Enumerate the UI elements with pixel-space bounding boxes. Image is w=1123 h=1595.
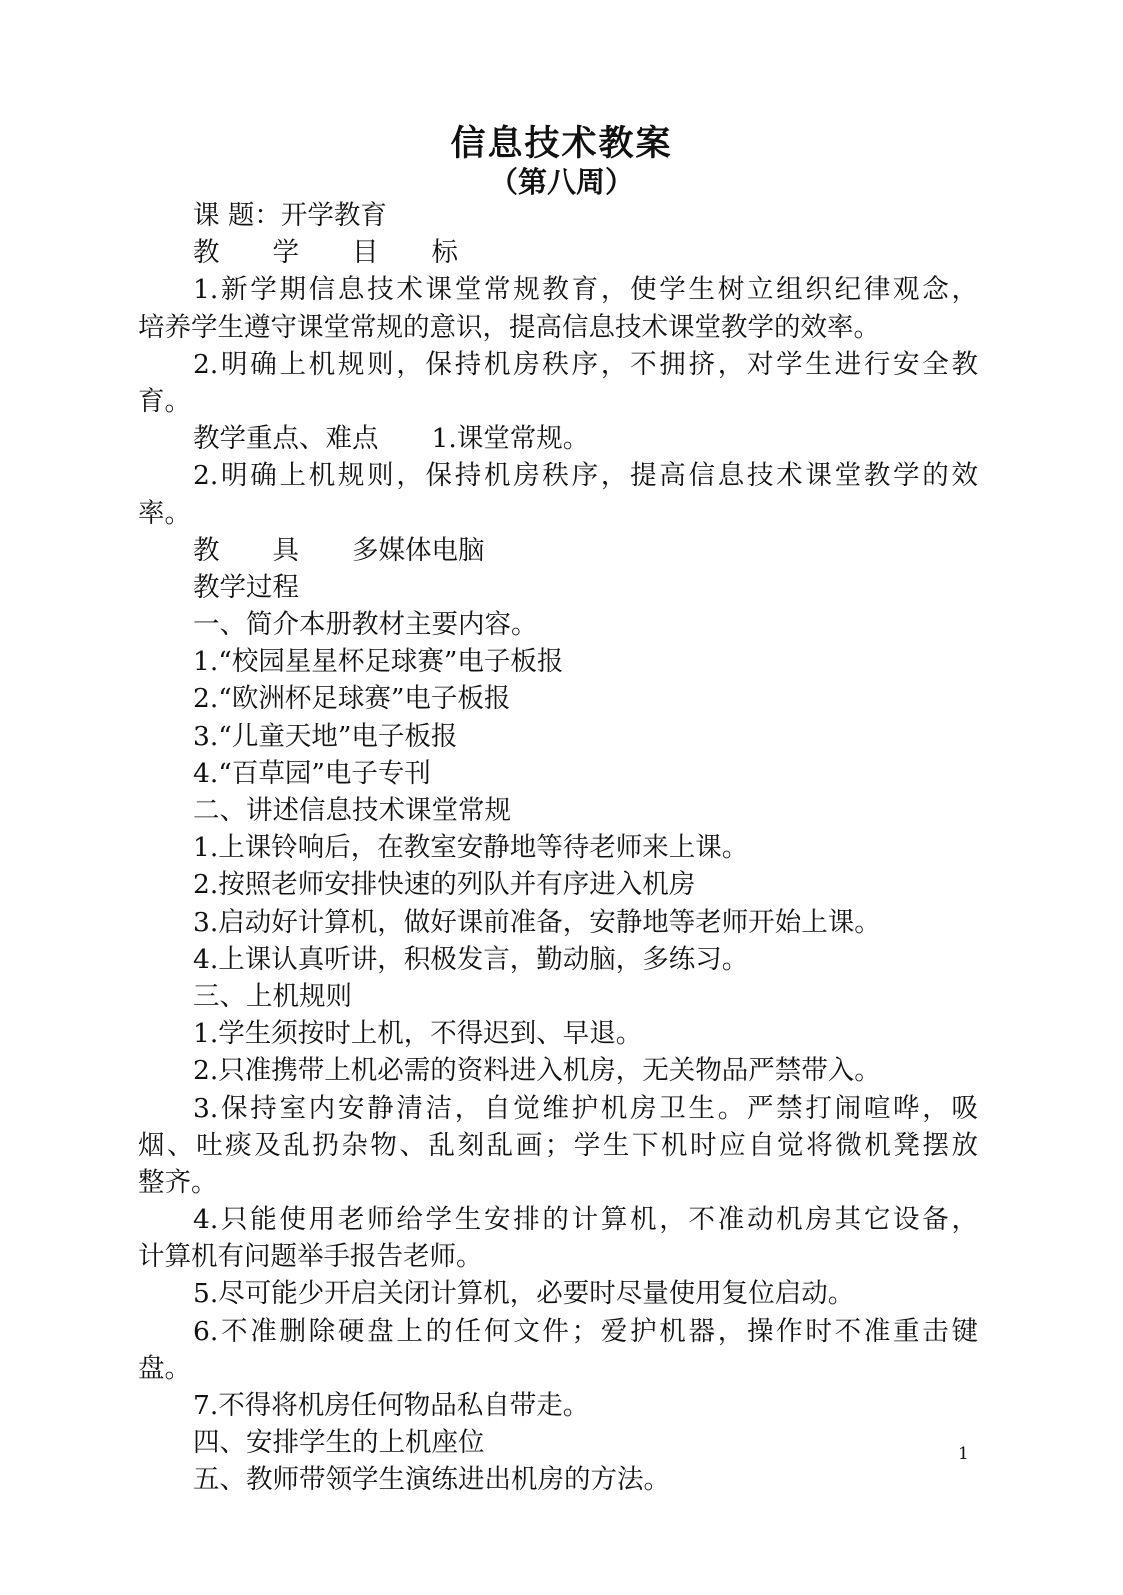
body-line: 7.不得将机房任何物品私自带走。 <box>193 1390 590 1421</box>
body-line: 3.启动好计算机，做好课前准备，安静地等老师开始上课。 <box>193 906 881 938</box>
body-line: 培养学生遵守课堂常规的意识，提高信息技术课堂教学的效率。 <box>138 311 880 343</box>
page-number: 1 <box>958 1444 969 1464</box>
body-line: 1.“校园星星杯足球赛”电子板报 <box>193 646 564 678</box>
body-line: 5.尽可能少开启关闭计算机，必要时尽量使用复位启动。 <box>193 1278 855 1310</box>
body-line: 一、简介本册教材主要内容。 <box>193 609 538 641</box>
body-line: 6.不准删除硬盘上的任何文件；爱护机器，操作时不准重击键 <box>193 1315 978 1347</box>
body-line: 整齐。 <box>138 1166 218 1198</box>
body-line: 1.上课铃响后，在教室安静地等待老师来上课。 <box>193 832 749 864</box>
body-line: 2.明确上机规则，保持机房秩序，不拥挤，对学生进行安全教 <box>193 348 978 380</box>
body-line: 2.明确上机规则，保持机房秩序，提高信息技术课堂教学的效 <box>193 460 978 492</box>
body-line: 课 题：开学教育 <box>193 200 387 231</box>
body-line: 1.学生须按时上机，不得迟到、早退。 <box>193 1018 643 1050</box>
document-title: 信息技术教案 <box>450 123 673 164</box>
body-line: 2.只准携带上机必需的资料进入机房，无关物品严禁带入。 <box>193 1055 881 1087</box>
body-line: 3.保持室内安静清洁，自觉维护机房卫生。严禁打闹喧哗，吸 <box>193 1092 978 1124</box>
body-line: 4.只能使用老师给学生安排的计算机，不准动机房其它设备， <box>193 1204 978 1236</box>
body-line: 2.“欧洲杯足球赛”电子板报 <box>193 683 511 715</box>
body-line: 二、讲述信息技术课堂常规 <box>193 795 511 826</box>
body-line: 五、教师带领学生演练进出机房的方法。 <box>193 1464 670 1496</box>
body-line: 教学重点、难点 1.课堂常规。 <box>193 423 590 455</box>
body-line: 计算机有问题举手报告老师。 <box>138 1241 483 1273</box>
body-line: 盘。 <box>138 1352 191 1384</box>
lesson-plan-body <box>138 197 978 1499</box>
document-subtitle: （第八周） <box>488 165 634 199</box>
body-line: 4.上课认真听讲，积极发言，勤动脑，多练习。 <box>193 943 749 975</box>
body-line: 烟、吐痰及乱扔杂物、乱刻乱画；学生下机时应自觉将微机凳摆放 <box>138 1129 978 1161</box>
body-line: 教 具 多媒体电脑 <box>193 534 485 566</box>
body-line: 三、上机规则 <box>193 980 352 1012</box>
body-line: 1.新学期信息技术课堂常规教育，使学生树立组织纪律观念， <box>193 274 978 306</box>
body-line: 2.按照老师安排快速的列队并有序进入机房 <box>193 869 696 901</box>
body-line: 教学过程 <box>193 571 299 603</box>
body-line: 4.“百草园”电子专刊 <box>193 757 431 789</box>
body-line: 四、安排学生的上机座位 <box>193 1427 485 1459</box>
body-line: 教 学 目 标 <box>193 237 458 269</box>
body-line: 3.“儿童天地”电子板报 <box>193 720 458 752</box>
body-line: 率。 <box>138 497 191 529</box>
body-line: 育。 <box>138 385 191 417</box>
